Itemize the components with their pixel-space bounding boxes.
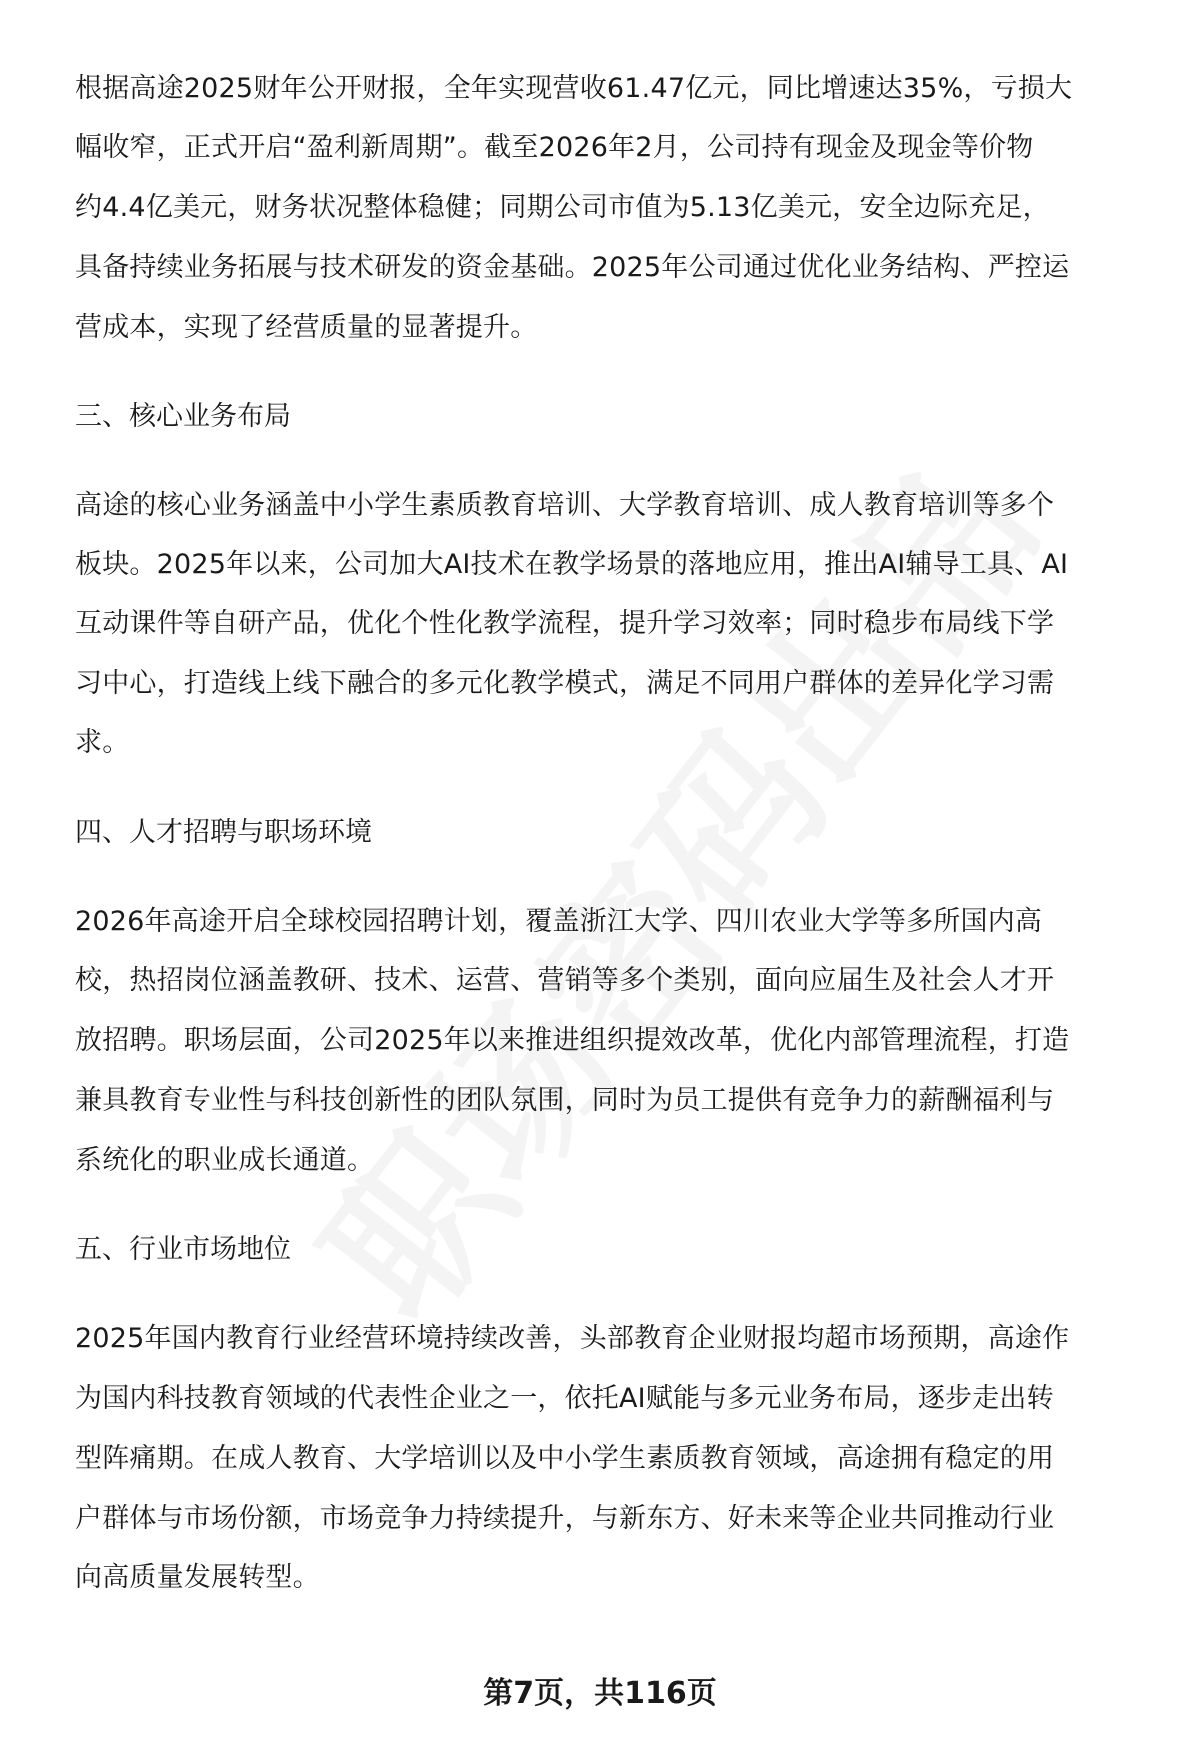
paragraph-line: 校，热招岗位涵盖教研、技术、运营、营销等多个类别，面向应届生及社会人才开 xyxy=(75,965,1055,996)
paragraph-line: 放招聘。职场层面，公司2025年以来推进组织提效改革，优化内部管理流程，打造 xyxy=(75,1025,1070,1056)
paragraph-line: 营成本，实现了经营质量的显著提升。 xyxy=(75,312,538,343)
paragraph-line: 约4.4亿美元，财务状况整体稳健；同期公司市值为5.13亿美元，安全边际充足， xyxy=(75,192,1050,223)
paragraph-line: 向高质量发展转型。 xyxy=(75,1562,320,1593)
paragraph-line: 习中心，打造线上线下融合的多元化教学模式，满足不同用户群体的差异化学习需 xyxy=(75,668,1055,699)
paragraph-line: 根据高途2025财年公开财报，全年实现营收61.47亿元，同比增速达35%，亏损大 xyxy=(75,73,1073,104)
paragraph-line: 具备持续业务拓展与技术研发的资金基础。2025年公司通过优化业务结构、严控运 xyxy=(75,252,1070,283)
section-heading: 五、行业市场地位 xyxy=(75,1234,291,1265)
section-heading: 四、人才招聘与职场环境 xyxy=(75,817,372,848)
paragraph-line: 系统化的职业成长通道。 xyxy=(75,1145,375,1176)
paragraph-line: 2026年高途开启全球校园招聘计划，覆盖浙江大学、四川农业大学等多所国内高 xyxy=(75,906,1043,937)
paragraph-line: 为国内科技教育领域的代表性企业之一，依托AI赋能与多元业务布局，逐步走出转 xyxy=(75,1383,1054,1414)
section-heading: 三、核心业务布局 xyxy=(75,401,291,432)
paragraph-line: 互动课件等自研产品，优化个性化教学流程，提升学习效率；同时稳步布局线下学 xyxy=(75,608,1055,639)
page-number-footer: 第7页，共116页 xyxy=(483,1676,717,1711)
paragraph-line: 2025年国内教育行业经营环境持续改善，头部教育企业财报均超市场预期，高途作 xyxy=(75,1323,1070,1354)
paragraph-line: 板块。2025年以来，公司加大AI技术在教学场景的落地应用，推出AI辅导工具、AI xyxy=(75,549,1069,580)
paragraph-line: 高途的核心业务涵盖中小学生素质教育培训、大学教育培训、成人教育培训等多个 xyxy=(75,490,1055,521)
paragraph-line: 型阵痛期。在成人教育、大学培训以及中小学生素质教育领域，高途拥有稳定的用 xyxy=(75,1443,1055,1474)
paragraph-line: 兼具教育专业性与科技创新性的团队氛围，同时为员工提供有竞争力的薪酬福利与 xyxy=(75,1085,1055,1116)
paragraph-line: 幅收窄，正式开启“盈利新周期”。截至2026年2月，公司持有现金及现金等价物 xyxy=(75,132,1034,163)
paragraph-line: 户群体与市场份额，市场竞争力持续提升，与新东方、好未来等企业共同推动行业 xyxy=(75,1503,1055,1534)
paragraph-line: 求。 xyxy=(75,727,130,758)
